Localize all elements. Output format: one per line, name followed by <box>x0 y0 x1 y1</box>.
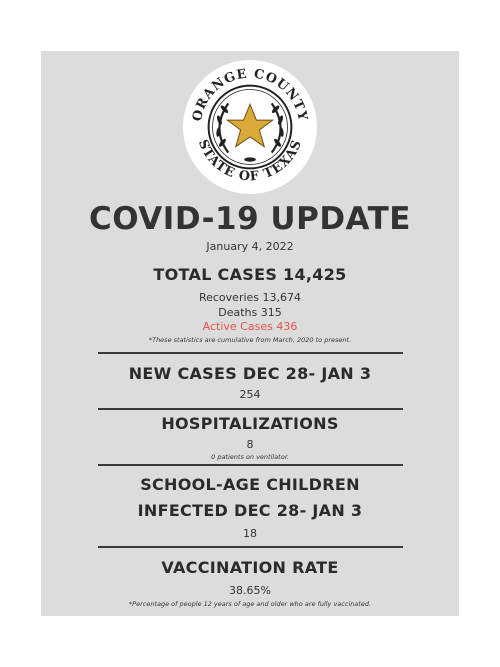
school-heading-line1: SCHOOL-AGE CHILDREN <box>140 475 360 494</box>
divider <box>98 464 403 466</box>
divider <box>98 546 403 548</box>
county-seal-logo <box>181 58 319 196</box>
update-date: January 4, 2022 <box>206 240 294 253</box>
divider <box>98 352 403 354</box>
svg-text:STATE OF TEXAS: STATE OF TEXAS <box>194 137 306 185</box>
vaccination-value: 38.65% <box>229 584 271 597</box>
ventilator-note: 0 patients on ventilator. <box>211 453 289 461</box>
active-cases-text: Active Cases 436 <box>202 320 298 333</box>
page-title: COVID-19 UPDATE <box>89 201 411 237</box>
svg-text:ORANGE COUNTY: ORANGE COUNTY <box>189 66 311 123</box>
total-cases-heading: TOTAL CASES 14,425 <box>153 265 347 284</box>
recoveries-text: Recoveries 13,674 <box>198 291 302 304</box>
deaths-text: Deaths 315 <box>218 306 282 319</box>
school-cases-value: 18 <box>243 527 257 540</box>
cumulative-note: *These statistics are cumulative from March, 2020 to present. <box>148 336 352 344</box>
update-panel <box>41 51 459 616</box>
school-heading-line2: INFECTED DEC 28- JAN 3 <box>137 501 363 520</box>
new-cases-value: 254 <box>239 388 261 401</box>
hospitalizations-heading: HOSPITALIZATIONS <box>161 414 339 433</box>
hospitalizations-value: 8 <box>246 438 254 451</box>
divider <box>98 408 403 410</box>
vaccination-note: *Percentage of people 12 years of age and older who are fully vaccinated. <box>128 600 372 608</box>
new-cases-heading: NEW CASES DEC 28- JAN 3 <box>128 364 372 383</box>
vaccination-heading: VACCINATION RATE <box>161 558 339 577</box>
